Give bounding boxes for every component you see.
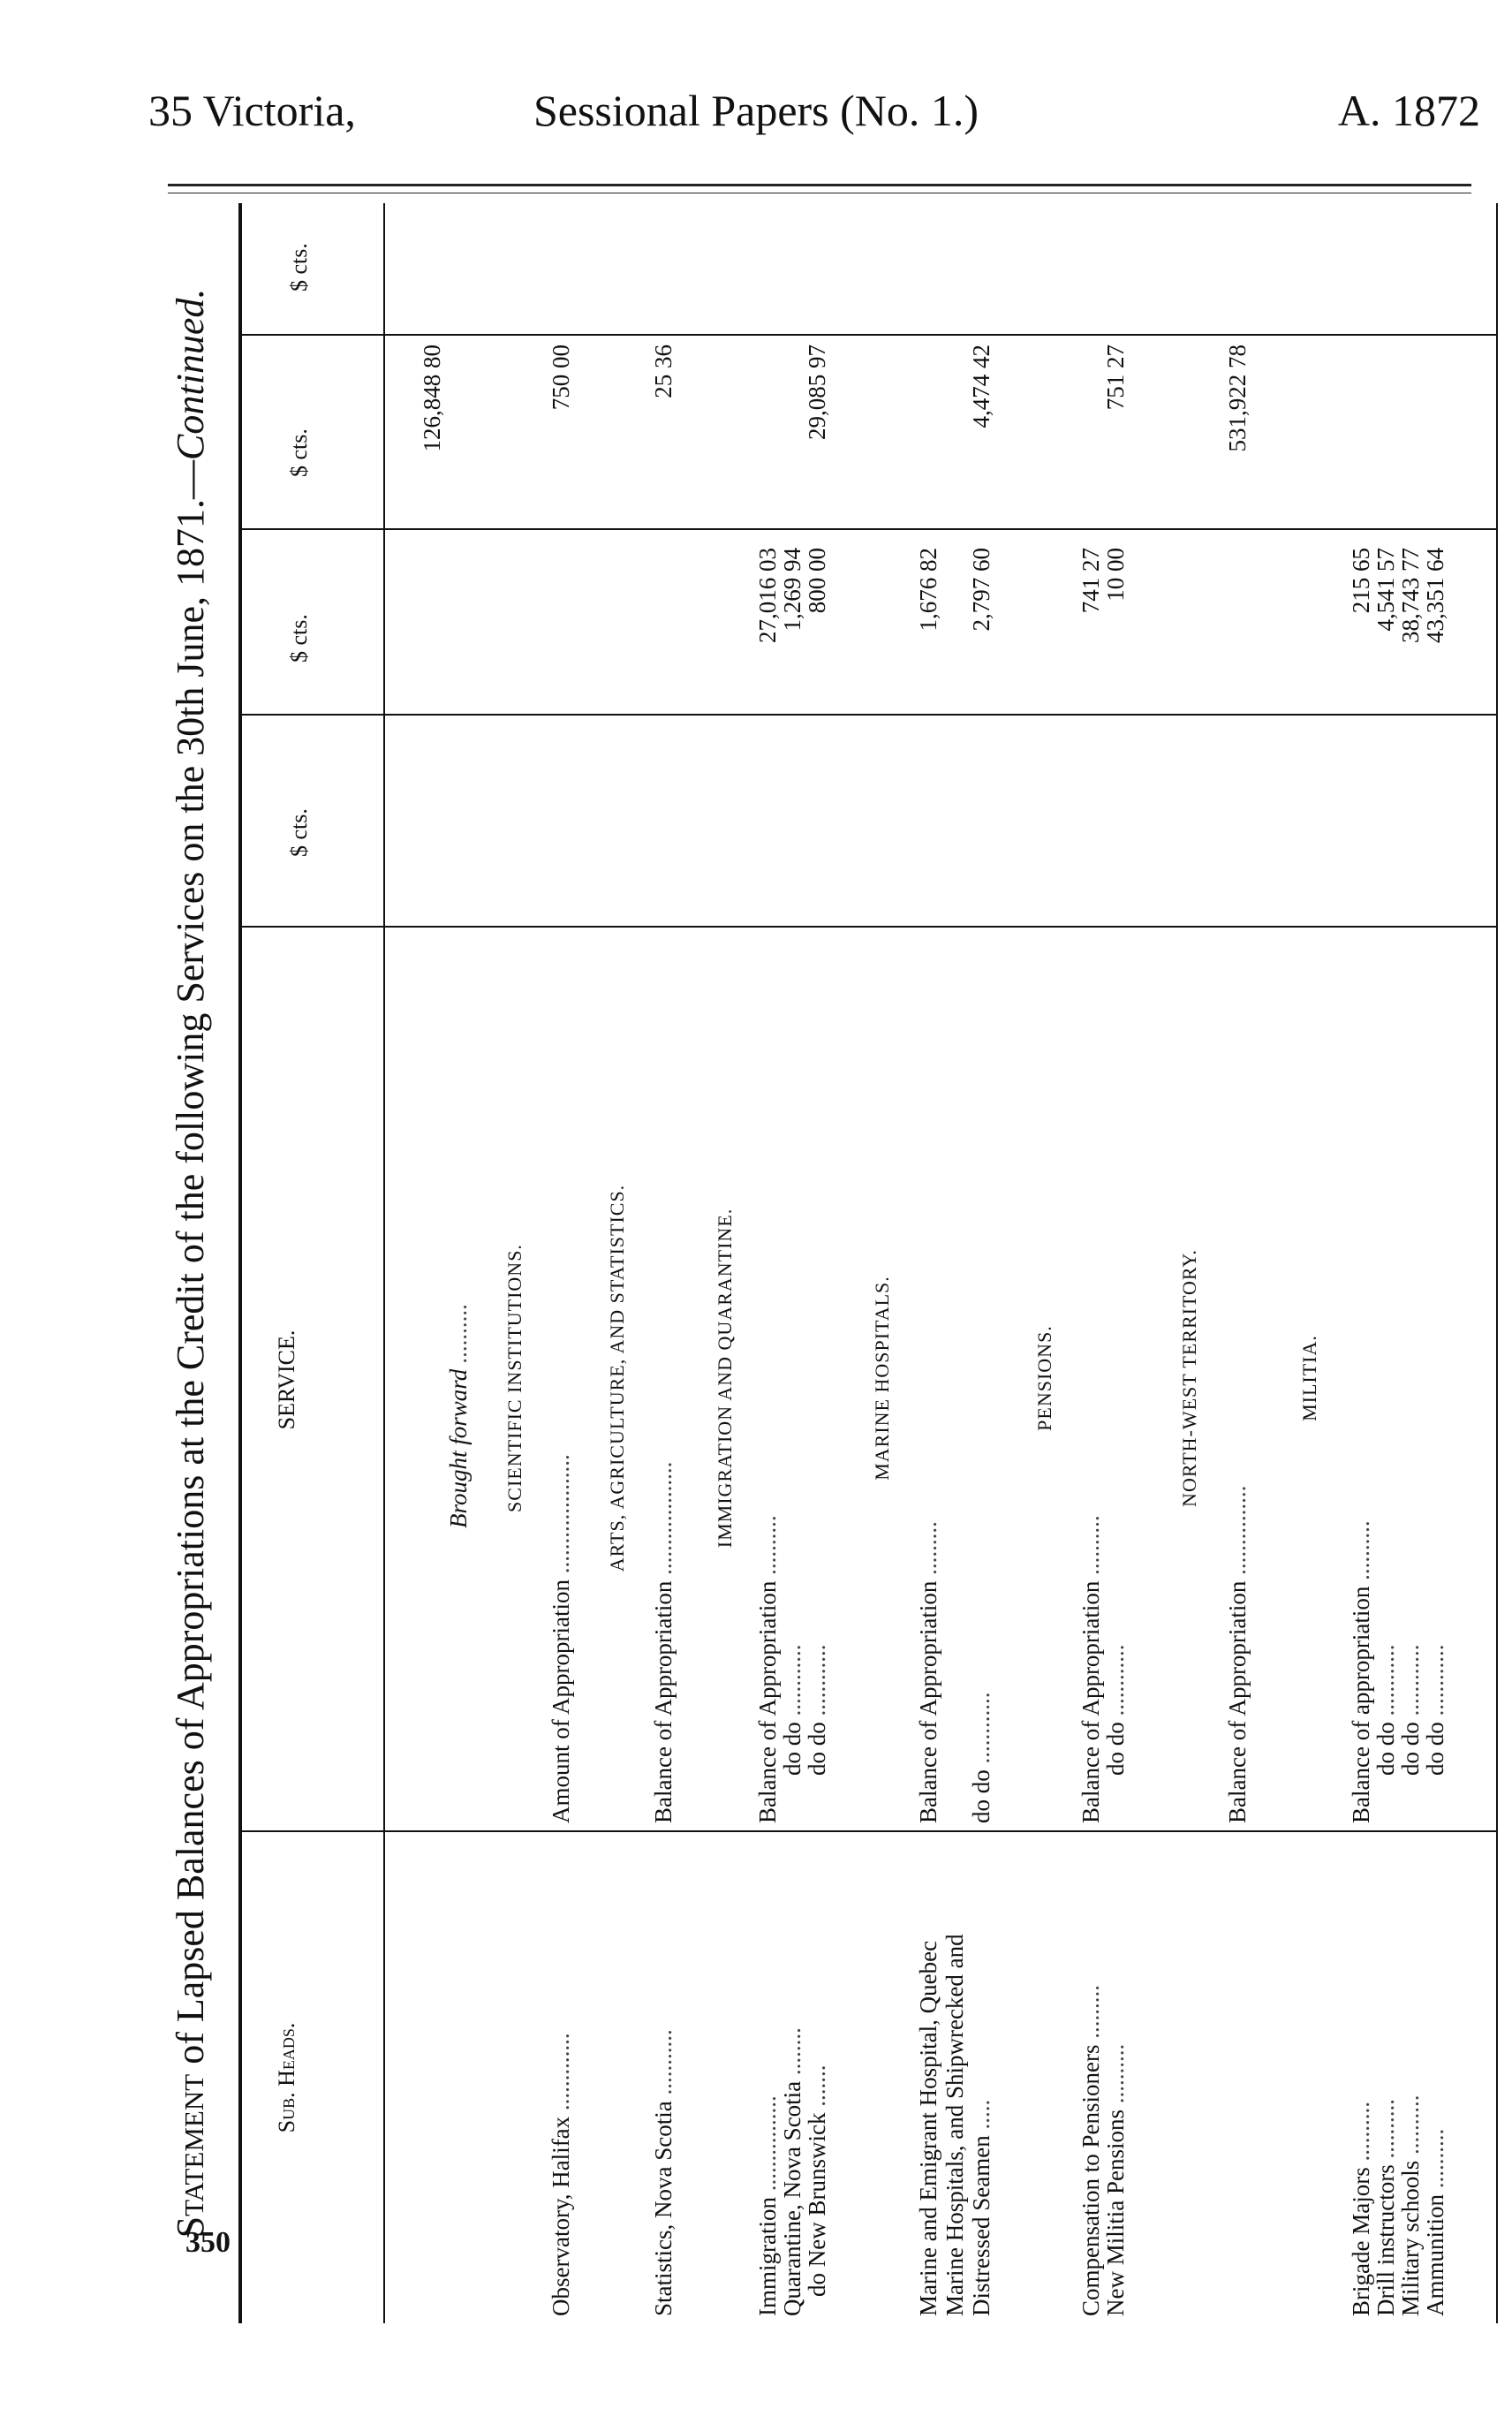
service-do-ammunition: do do ............ [1422,1644,1448,1776]
section-heading-militia: MILITIA. [1298,1335,1320,1421]
sub-head-quarantine-nb: do New Brunswick ....... [804,2064,830,2297]
section-heading-marine: MARINE HOSPITALS. [871,1276,893,1481]
total-marine-hospitals: 4,474 42 [968,345,994,428]
total-observatory: 750 00 [548,345,574,411]
rotated-table-sheet [168,203,1501,2323]
item-quarantine-ns: 1,269 94 [779,548,805,632]
service-balance-marine: Balance of Appropriation ......... [915,1521,941,1823]
total-pensions: 751 27 [1102,345,1129,411]
item-drill-instructors: 4,541 57 [1372,548,1399,632]
page-number: 350 [185,2226,231,2259]
sub-head-new-militia-pensions: New Militia Pensions .......... [1102,2043,1129,2316]
header-left: 35 Victoria, [148,86,356,135]
service-balance-pensions: Balance of Appropriation .......... [1077,1515,1104,1823]
amount-header-4: $ cts. [286,243,312,292]
service-balance-militia: Balance of appropriation .......... [1348,1520,1374,1823]
sub-head-quarantine-ns: Quarantine, Nova Scotia ........ [779,2027,805,2316]
item-brigade-majors: 215 65 [1348,548,1374,614]
service-balance-statistics: Balance of Appropriation ................... [650,1461,677,1823]
service-do-schools: do do ............ [1397,1644,1424,1776]
total-immigration-quarantine: 29,085 97 [804,345,830,440]
column-divider [242,528,1496,530]
column-divider [242,334,1496,336]
title-main: of Lapsed Balances of Appropriations at the Credit of the following Services on the 30th June, 1871.— [169,459,212,2064]
brought-forward-label: Brought forward .......... [445,1303,472,1528]
item-quarantine-nb: 800 00 [804,548,830,614]
item-marine-shipwrecked: 2,797 60 [968,548,994,632]
sub-head-military-schools: Military schools .......... [1397,2094,1424,2316]
service-amount-appropriation: Amount of Appropriation .................... [548,1454,574,1823]
sub-head-drill-instructors: Drill instructors .......... [1372,2099,1399,2316]
section-heading-northwest: NORTH-WEST TERRITORY. [1178,1249,1200,1507]
service-do-pensions: do do ............ [1102,1644,1129,1776]
sub-head-marine-quebec: Marine and Emigrant Hospital, Quebec [915,1940,941,2316]
item-new-militia-pensions: 10 00 [1102,548,1129,602]
item-ammunition: 43,351 64 [1422,548,1448,643]
service-do-quarantine-nb: do do ............ [804,1644,830,1776]
header-rule [168,184,1471,186]
brought-forward-total: 126,848 80 [419,345,445,452]
column-divider [242,714,1496,716]
column-header-sub-heads: Sub. Heads. [274,2022,299,2133]
service-balance-immigration: Balance of Appropriation .......... [754,1515,781,1823]
section-heading-arts: ARTS, AGRICULTURE, AND STATISTICS. [606,1184,628,1572]
amount-header-2: $ cts. [286,614,312,663]
item-military-schools: 38,743 77 [1397,548,1424,643]
appropriations-table [238,203,1498,2323]
amount-header-1: $ cts. [286,808,312,857]
sub-head-marine-shipwrecked: Marine Hospitals, and Shipwrecked and Distressed Seamen ..... [941,1934,994,2316]
column-header-service: SERVICE. [274,1329,299,1430]
sub-head-ammunition: Ammunition .......... [1422,2128,1448,2316]
section-heading-pensions: PENSIONS. [1033,1325,1055,1431]
section-heading-immigration: IMMIGRATION AND QUARANTINE. [714,1208,736,1549]
header-right: A. 1872 [1337,86,1480,135]
sub-head-brigade-majors: Brigade Majors .......... [1348,2102,1374,2316]
service-do-marine: do do ............ [968,1692,994,1823]
amount-header-3: $ cts. [286,428,312,477]
total-northwest: 531,922 78 [1224,345,1251,452]
header-center: Sessional Papers (No. 1.) [533,86,979,135]
service-do-drill: do do ............ [1372,1644,1399,1776]
item-immigration: 27,016 03 [754,548,781,643]
header-divider [383,203,385,2323]
item-compensation: 741 27 [1077,548,1104,614]
service-do-quarantine-ns: do do ............ [779,1644,805,1776]
sub-head-observatory: Observatory, Halifax ............. [548,2033,574,2316]
column-divider [242,1830,1496,1832]
sub-head-statistics: Statistics, Nova Scotia ........... [650,2029,677,2316]
total-statistics: 25 36 [650,345,677,398]
title-continued: Continued. [169,288,212,460]
sub-head-compensation: Compensation to Pensioners ......... [1077,1985,1104,2316]
item-marine-quebec: 1,676 82 [915,548,941,632]
title-lead: Statement [169,2073,212,2238]
section-heading-scientific: SCIENTIFIC INSTITUTIONS. [503,1244,525,1512]
service-balance-northwest: Balance of Appropriation ............... [1224,1485,1251,1823]
sub-head-immigration: Immigration ................ [754,2095,781,2316]
statement-title [168,203,213,2323]
